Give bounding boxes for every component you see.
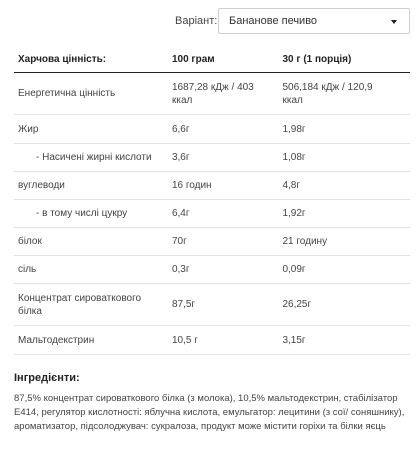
table-row <box>14 326 410 355</box>
row-per-serving: 4,8г <box>282 172 410 200</box>
table-row <box>14 228 410 256</box>
table-row <box>14 200 410 228</box>
row-per-serving: 1,98г <box>282 115 410 144</box>
variant-dropdown[interactable] <box>218 8 410 34</box>
ingredients-text: 87,5% концентрат сироваткового білка (з молока), 10,5% мальтодекстрин, стабілізатор E414, регулятор кислотності: яблучна кислота, емульгатор: лецитини (з сої/ соняшнику), ароматизатор, підсолоджувач: сукралоза, продукт може містити горіхи та білки яєць <box>14 393 405 432</box>
row-name: білок <box>14 228 172 256</box>
row-name: сіль <box>14 256 172 284</box>
row-per-100g: 70г <box>172 228 283 256</box>
row-per-serving: 21 годину <box>282 228 410 256</box>
row-per-serving: 26,25г <box>282 284 410 326</box>
nutrition-table <box>14 46 410 355</box>
table-row <box>14 284 410 326</box>
variant-selected-value: Бананове печиво <box>229 15 318 27</box>
row-per-serving: 3,15г <box>282 326 410 355</box>
row-per-100g: 16 годин <box>172 172 283 200</box>
row-name: - Насичені жирні кислоти <box>14 144 172 172</box>
table-row <box>14 115 410 144</box>
table-row <box>14 256 410 284</box>
row-per-100g: 1687,28 кДж / 403 ккал <box>172 73 283 115</box>
row-name: Енергетична цінність <box>14 73 172 115</box>
row-per-100g: 3,6г <box>172 144 283 172</box>
row-per-100g: 10,5 г <box>172 326 283 355</box>
row-per-serving: 506,184 кДж / 120,9 ккал <box>282 73 410 115</box>
row-per-100g: 6,4г <box>172 200 283 228</box>
table-row <box>14 144 410 172</box>
variant-selector-row <box>0 8 420 36</box>
header-per-serving: 30 г (1 порція) <box>282 46 410 73</box>
ingredients-title: Інгредієнти: <box>14 372 80 384</box>
row-per-serving: 0,09г <box>282 256 410 284</box>
table-row <box>14 172 410 200</box>
row-name: Мальтодекстрин <box>14 326 172 355</box>
row-per-100g: 87,5г <box>172 284 283 326</box>
row-per-serving: 1,92г <box>282 200 410 228</box>
row-per-100g: 6,6г <box>172 115 283 144</box>
row-per-100g: 0,3г <box>172 256 283 284</box>
chevron-down-icon <box>391 20 397 24</box>
row-name: вуглеводи <box>14 172 172 200</box>
header-nutrition: Харчова цінність: <box>14 46 172 73</box>
header-per-100g: 100 грам <box>172 46 283 73</box>
row-per-serving: 1,08г <box>282 144 410 172</box>
variant-label: Варіант: <box>175 15 218 27</box>
table-header-row <box>14 46 410 73</box>
row-name: Концентрат сироваткового білка <box>14 284 172 326</box>
row-name: Жир <box>14 115 172 144</box>
row-name: - в тому числі цукру <box>14 200 172 228</box>
table-row <box>14 73 410 115</box>
